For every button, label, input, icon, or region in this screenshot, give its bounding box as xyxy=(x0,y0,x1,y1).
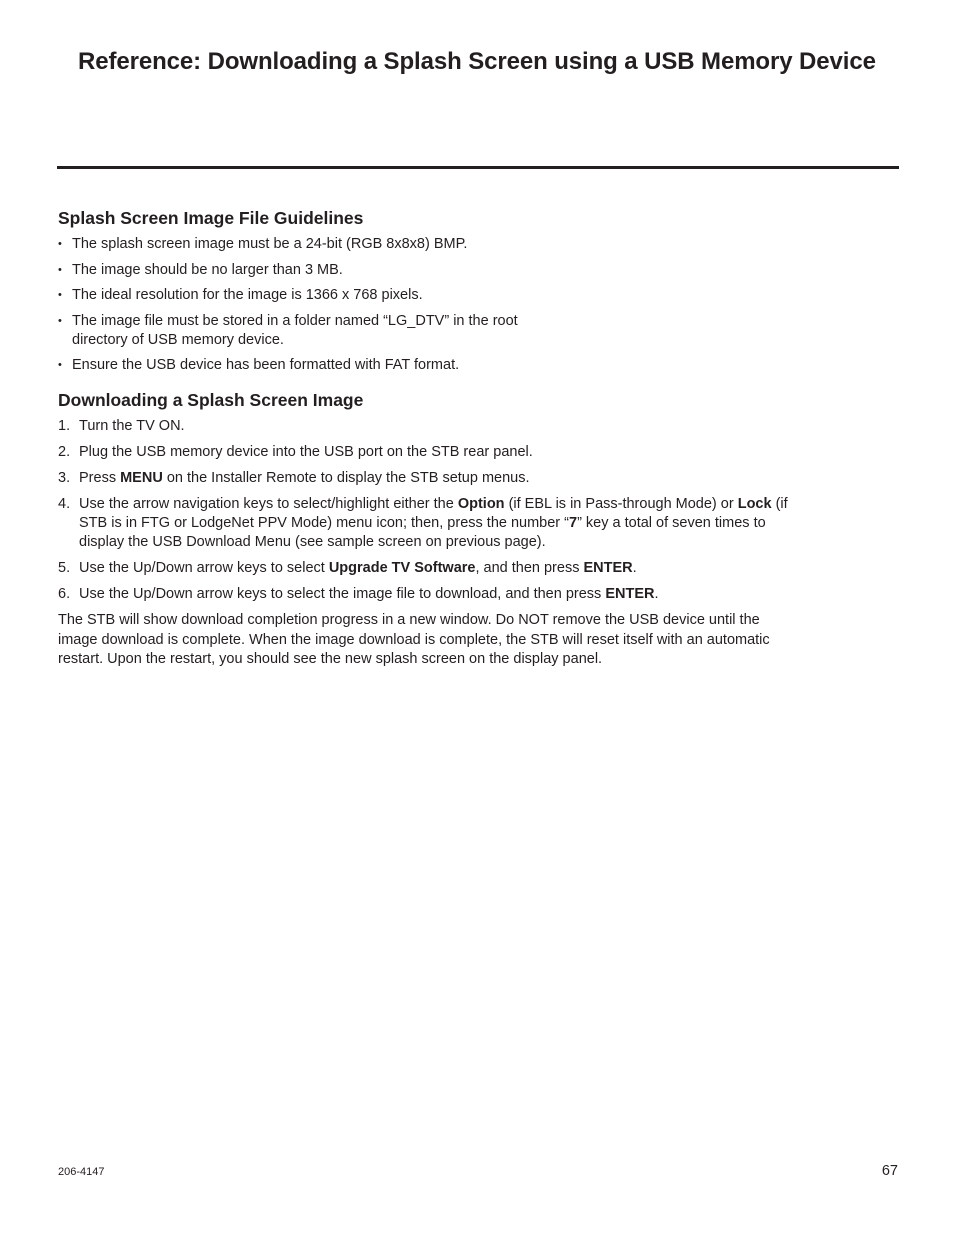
guideline-text: Ensure the USB device has been formatted with FAT format. xyxy=(72,357,460,373)
menu-name: Option xyxy=(457,496,505,512)
download-steps xyxy=(58,417,788,604)
page-title: Reference: Downloading a Splash Screen using a USB Memory Device xyxy=(78,48,876,75)
page-number: 67 xyxy=(881,1163,898,1179)
step-text: . xyxy=(632,560,637,576)
step-item xyxy=(58,559,788,578)
step-number: 2. xyxy=(58,444,71,460)
download-section xyxy=(58,389,788,670)
step-text: (if STB is in FTG or LodgeNet PPV Mode) menu icon; then, press the number “ xyxy=(79,496,788,531)
step-number: 3. xyxy=(58,470,71,486)
bullet-icon: • xyxy=(58,238,62,250)
key-name: 7 xyxy=(569,515,578,531)
closing-paragraph: The STB will show download completion progress in a new window. Do NOT remove the USB device until the image download is complete. When the image download is complete, the STB will reset itself with an automatic restart. Upon the restart, you should see the new splash screen on the display panel. xyxy=(58,612,770,667)
guidelines-heading: Splash Screen Image File Guidelines xyxy=(58,208,364,228)
key-name: ENTER xyxy=(605,586,655,602)
bullet-icon: • xyxy=(58,314,62,327)
step-text: , and then press xyxy=(475,560,584,576)
step-text: Use the arrow navigation keys to select/highlight either the xyxy=(79,496,458,512)
guideline-text: The ideal resolution for the image is 1366 x 768 pixels. xyxy=(72,287,423,303)
step-text: Press xyxy=(79,470,121,486)
guideline-text: The image should be no larger than 3 MB. xyxy=(72,261,343,278)
page-content xyxy=(58,207,788,670)
step-number: 5. xyxy=(58,560,71,576)
key-name: MENU xyxy=(120,470,163,486)
step-item xyxy=(58,495,788,552)
step-item xyxy=(58,585,788,604)
step-item xyxy=(58,443,788,462)
guideline-text: The image file must be stored in a folder named “LG_DTV” in the root directory of USB memory device. xyxy=(72,312,518,348)
guidelines-list xyxy=(58,235,788,375)
step-text: Use the Up/Down arrow keys to select the image file to download, and then press xyxy=(79,586,606,602)
download-heading: Downloading a Splash Screen Image xyxy=(58,390,364,410)
guideline-item xyxy=(58,261,572,280)
step-item xyxy=(58,417,788,436)
guideline-text: The splash screen image must be a 24-bit (RGB 8x8x8) BMP. xyxy=(72,236,468,252)
bullet-icon: • xyxy=(58,289,62,301)
guideline-item xyxy=(58,286,572,305)
guideline-item xyxy=(58,356,572,375)
step-number: 1. xyxy=(58,418,71,434)
step-text: . xyxy=(654,586,659,602)
step-item xyxy=(58,469,788,488)
menu-name: Upgrade TV Software xyxy=(328,560,476,576)
document-number: 206-4147 xyxy=(58,1166,105,1178)
step-text: ” key a total of seven times to display the USB Download Menu (see sample screen on previous page). xyxy=(79,515,766,550)
step-number: 6. xyxy=(58,586,71,602)
guidelines-section xyxy=(58,207,788,375)
guideline-item xyxy=(58,312,572,350)
guideline-item xyxy=(58,235,572,254)
step-text: Turn the TV ON. xyxy=(79,418,185,434)
step-text: Plug the USB memory device into the USB port on the STB rear panel. xyxy=(79,444,533,460)
menu-name: Lock xyxy=(737,496,772,512)
title-divider xyxy=(57,166,899,169)
key-name: ENTER xyxy=(583,560,633,576)
step-text: on the Installer Remote to display the STB setup menus. xyxy=(162,470,530,486)
step-number: 4. xyxy=(58,496,71,512)
step-text: (if EBL is in Pass-through Mode) or xyxy=(504,496,738,512)
bullet-icon: • xyxy=(58,359,62,371)
bullet-icon: • xyxy=(58,263,62,276)
step-text: Use the Up/Down arrow keys to select xyxy=(79,560,329,576)
